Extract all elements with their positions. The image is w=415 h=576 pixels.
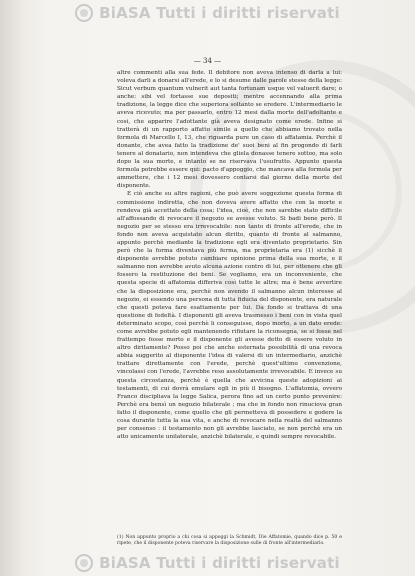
biasa-logo-icon: [75, 4, 93, 22]
page-number: — 34 —: [193, 57, 222, 65]
watermark-bottom-text: BiASA Tutti i diritti riservati: [99, 554, 340, 572]
footnote: (1) Non appunto proprio a chi cosa si appoggi la Schmidt, Die Affatomie, quando dice p. 50 e ripete, che il disponente poteva riservare la disposizione sulle di fronte all'intermediario.: [117, 535, 342, 547]
watermark-top: [0, 2, 415, 24]
biasa-logo-icon: [75, 554, 93, 572]
watermark-bottom: [0, 552, 415, 574]
paragraph: altre commenti alla sua fede. Il debitore non aveva intenso di darla a lui: voleva darli a donarsi all'erede, e lo si desume dalle parole stesse della legge: Sicut verbum quantum vulnerit aut tanta fortunam usque vel valuerit dare; o anche: sibi vel fortasse sue depositi; mentre accennando alla prima tradizione, la legge dice che superiora soltanto se eredere. L'intermediario le aveva ricevuto; ma per passarlo, entro 12 mesi dalla morte dell'adoltante e cosi, che apparire l'adottante già aveva designato come erede. Infine si tratterà di un rapporto affatto simile a quello che abbiamo trovato nella formola di Marcello I, 13, che riguarda pure un caso di affatamia. Perchè il donante, che avea fatto la tradizione de' suoi beni al fin progondo di farli tenere al donatario, non intendeva che gliela donasse tenere sottoo, ma solo dopo la sua morte, e intanto se ne riservava l'usufrutto. Appunto questa formola potrebbe essere qui: pacto d'appoggio, che mancava alla formola per ammettere, che i 12 mesi dovessero contarsi dal giorno della morte del disponente.: [117, 70, 342, 190]
watermark-top-text: BiASA Tutti i diritti riservati: [99, 4, 340, 22]
paragraph: E ciò anche su altre ragioni, che può avere soggezione questa forma di commissione indiretta, che non doveva avere affatto che con la morte e rendeva già accettato della cosa; l'idea, cioè, che non sarebbe stato difficile all'affossando di revocare il negozio se avesse voluto. Si badi bene però. Il negozio per se stesso era irrevocabile: non tanto di fronte all'erede, che in fondo non aveva acquistato alcun diritto, quanto di fronte al salmanno, appunto perchè mediante la tradizione egli era diventato proprietario. Sin però che la forma diventava più ferma, ma proprietaria era (1) sicchè il disponente avrebbe potuto cambiare opinione prima della sua morte, e il salmanno non avrebbe avuto alcuna azione contro di lui, per ottenere che gli fossero la restituzione dei beni. Se vogliamo, era un inconveniente, che questa specie di affatomia differiva così tutte le altre; ma è bene avvertire che la disposizione era, perchè non avendo il salmanno alcun interesse al negozio, ei essendo una persona di tutta fiducia del disponente, era naturale che questi poteva fare esattamente per lui. Da fondo si trattava di una questione di fedeltà. I disponenti gli aveva trasmesso i beni con in vista quel determinato scopo, così perchè li conseguisse, dopo morto, a un dato erede: come avrebbe potuto egli mantenendo rifiutare la riconsegna, se si fosse nel frattempo fosse morto e il disponente gli avesse detto di essere voluto in altro diritamente? Posso poi che anche esternata possibilità di una revoca abbia suggerito al disponente l'idea di valersi di un intermediario, anzichè trattare direttamente con l'erede, perchè quest'ultimo convenzione, vincolassi con l'erede, l'avrebbe reso assolutamente irrevocabile. E invece su questa circostanza, perchè è quella che avvicina queste adopizioni ai testamenti, di cui dovrà emulare egli in più il bisogno. L'affatomia, ovvero Franco discipliava la legge Salica, perora fino ad un certo punto prevenire: Perchè era bensì un negozio bilaterale ; ma che in fondo non rinuciova gran fatto il disponente, come quello che gli permetteva di possedere e godere la cosa durante tutta la sua vita, e anche di revocare nella realtà del salmanno per consenso : il testamento non gli avrebbe lasciato, se non perchè era un atto unicamente unilaterale, anzichè bilaterale, e quindi sempre revocabile.: [117, 191, 342, 441]
page-gutter: [0, 0, 24, 576]
body-text: [117, 69, 342, 441]
